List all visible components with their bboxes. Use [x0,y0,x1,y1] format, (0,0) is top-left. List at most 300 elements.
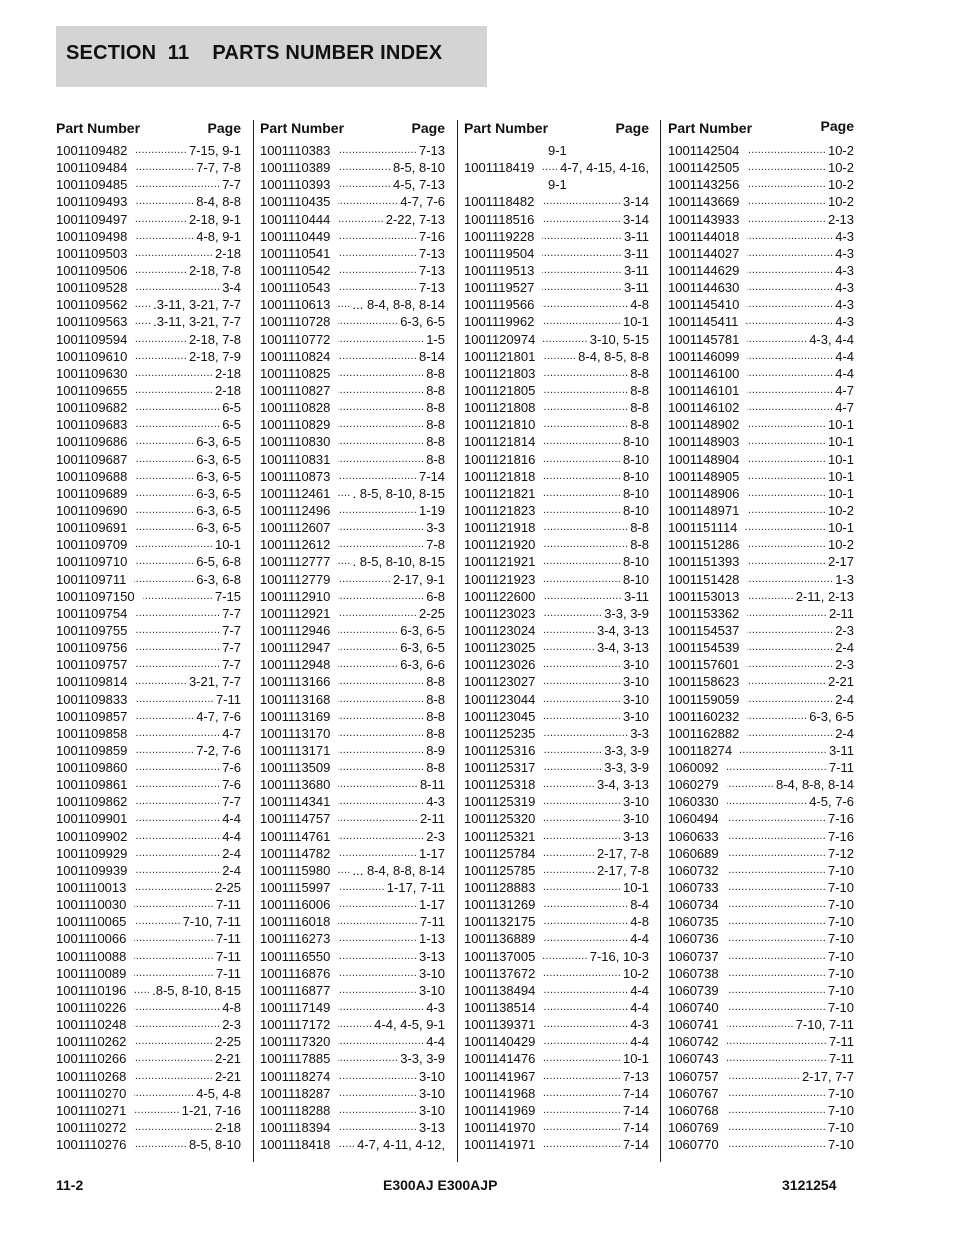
part-number: 1060739 [668,982,719,998]
part-number: 1001109528 [56,280,128,296]
page-reference: 7-7 [222,177,241,193]
index-entry [668,536,854,553]
part-number: 1001114341 [260,794,331,810]
part-number: 1001109709 [56,537,128,553]
dot-leader [135,793,220,810]
part-number: 1001141969 [464,1102,536,1118]
part-number: 1001123045 [464,708,536,724]
page-reference: 3-3 [426,520,445,536]
index-entry [668,810,854,827]
page-reference: 3-10 [622,691,649,707]
page-reference: 3-10 [418,965,445,981]
index-entry [56,262,241,279]
part-number: 1001118288 [260,1102,331,1118]
dot-leader [747,331,807,348]
index-entry [464,656,649,673]
index-entry [56,331,241,348]
page-reference: 4-4, 4-5, 9-1 [374,1017,445,1033]
index-entry [56,896,241,913]
index-entry [56,879,241,896]
part-number: 1001117320 [260,1034,331,1050]
part-number: 1001146100 [668,365,740,381]
index-entry [668,656,854,673]
page-reference: 3-13 [418,1120,445,1136]
index-entry [464,1136,649,1153]
dot-leader [135,193,194,210]
part-number: 1001110389 [260,160,331,176]
index-entry [464,1119,649,1136]
page-reference: 1-3 [835,571,854,587]
part-number: 1001128883 [464,880,536,896]
part-number: 1001112921 [260,605,331,621]
index-entry [464,828,649,845]
part-number: 1001109686 [56,434,128,450]
dot-leader [727,896,826,913]
page-reference: 4-4 [630,931,649,947]
page-reference: 3-3 [630,725,649,741]
dot-leader [134,999,220,1016]
page-reference: ... 8-4, 8-8, 8-14 [352,862,445,878]
part-number: 1001114782 [260,845,331,861]
index-entry [260,399,445,416]
index-entry [464,1068,649,1085]
part-number: 1060741 [668,1017,719,1033]
dot-leader [747,571,833,588]
page-reference: 1-5 [426,331,445,347]
part-number: 1001115980 [260,862,331,878]
part-number: 1060769 [668,1120,719,1136]
dot-leader [747,193,826,210]
part-number: 1001110268 [56,1068,127,1084]
part-number: 1001141970 [464,1120,536,1136]
index-entry [668,382,854,399]
part-number: 1001125317 [464,760,536,776]
part-number-header: Part Number [668,120,753,136]
index-entry [464,519,649,536]
page-reference: 4-3 [835,245,854,261]
dot-leader [338,176,391,193]
part-number: 1001109756 [56,640,128,656]
dot-leader [543,913,628,930]
index-entry [668,930,854,947]
part-number: 1001110824 [260,348,331,364]
dot-leader [543,793,621,810]
page-reference: 3-4, 3-13 [596,640,649,656]
index-entry [56,930,241,947]
dot-leader [542,313,621,330]
index-entry [464,810,649,827]
dot-leader [338,365,424,382]
dot-leader [134,896,214,913]
dot-leader [135,691,214,708]
index-entry [668,1068,854,1085]
page-reference: 2-25 [418,605,445,621]
part-number: 1001142504 [668,143,740,158]
part-number: 1001148903 [668,434,740,450]
page-reference: 3-11 [623,280,649,296]
dot-leader [727,845,826,862]
part-number: 1001123024 [464,622,536,638]
page-reference: 4-3 [835,228,854,244]
index-entry [56,862,241,879]
part-number: 1001113171 [260,742,331,758]
dot-leader [338,639,398,656]
index-entry [668,1136,854,1153]
dot-leader [727,776,774,793]
dot-leader [338,313,398,330]
dot-leader [338,571,391,588]
dot-leader [135,416,220,433]
index-entry [260,331,445,348]
page-reference: 4-7, 7-6 [196,708,241,724]
page-reference: 7-16, 10-3 [589,948,649,964]
part-number: 1001148971 [668,502,740,518]
dot-leader [747,245,833,262]
index-entry [56,176,241,193]
dot-leader [543,1033,628,1050]
part-number: 1001113170 [260,725,331,741]
index-entry [56,691,241,708]
page-reference: 8-14 [418,348,445,364]
part-number: 1001121814 [464,434,536,450]
dot-leader [338,999,424,1016]
dot-leader [727,982,826,999]
dot-leader [134,1119,213,1136]
part-number: 1001109503 [56,245,128,261]
page-reference: 2-21 [827,674,854,690]
dot-leader [338,468,417,485]
index-entry [464,279,649,296]
index-entry [668,1085,854,1102]
index-entry [260,913,445,930]
page-reference: 2-17, 7-8 [596,845,649,861]
index-rows [56,142,241,1153]
index-entry [668,142,854,159]
part-number: 1001109485 [56,177,128,193]
page-reference: 4-3 [426,794,445,810]
dot-leader [135,725,220,742]
page-reference: 7-16 [418,228,445,244]
dot-leader [135,176,220,193]
page-reference: 8-8 [426,400,445,416]
page-reference: 10-1 [622,880,649,896]
dot-leader [542,279,622,296]
index-entry [56,810,241,827]
index-entry [56,348,241,365]
index-entry [260,193,445,210]
index-entry [668,348,854,365]
page-reference: 3-11 [623,228,649,244]
part-number: 1001157601 [668,657,740,673]
page-reference: 6-3, 6-5 [196,434,241,450]
part-number: 1001118419 [464,160,535,176]
part-number: 1060740 [668,1000,719,1016]
part-number: 1001119513 [464,262,535,278]
index-entry [668,605,854,622]
part-number: 1001110065 [56,914,127,930]
part-number: 1001123023 [464,605,536,621]
part-number: 1001112607 [260,520,331,536]
dot-leader [338,228,417,245]
part-number: 1001151114 [668,520,738,536]
index-entry [464,896,649,913]
dot-leader [747,605,827,622]
index-entry [464,245,649,262]
index-entry [56,142,241,159]
dot-leader [543,519,628,536]
page-reference: 7-10 [827,931,854,947]
page-reference: 4-4 [630,1034,649,1050]
part-number: 1001159059 [668,691,740,707]
part-number: 1001141476 [464,1051,536,1067]
dot-leader [747,176,826,193]
index-entry [464,793,649,810]
index-entry [56,759,241,776]
part-number: 1001160232 [668,708,740,724]
dot-leader [338,982,417,999]
index-entry [668,862,854,879]
page-reference: 4-3 [630,1017,649,1033]
index-entry [464,691,649,708]
dot-leader [338,965,417,982]
dot-leader [740,742,827,759]
index-entry [56,588,241,605]
page-reference: 2-11 [828,605,854,621]
dot-leader [338,1119,417,1136]
page-reference: 10-2 [827,537,854,553]
dot-leader [747,399,833,416]
page-reference: 3-4, 3-13 [596,777,649,793]
dot-leader [542,228,622,245]
page-reference: 10-1 [827,468,854,484]
page-reference: 6-3, 6-5 [400,640,445,656]
dot-leader [135,553,194,570]
index-entry [260,948,445,965]
dot-leader [543,759,602,776]
part-number: 1001148902 [668,417,740,433]
dot-leader [135,845,220,862]
dot-leader [135,451,194,468]
page-reference: 3-21, 7-7 [188,674,241,690]
index-entry [56,828,241,845]
index-entry [56,793,241,810]
index-entry [56,1085,241,1102]
page-reference: 4-4 [222,811,241,827]
page-reference: 8-5, 8-10 [188,1137,241,1153]
part-number: 1001110196 [56,982,127,998]
index-entry [260,605,445,622]
dot-leader [135,536,213,553]
part-number: 1001110393 [260,177,331,193]
part-number-header: Part Number [56,120,141,136]
index-entry [260,296,445,313]
index-entry [668,1119,854,1136]
index-entry [260,673,445,690]
page-reference: 10-2 [622,965,649,981]
index-entry [668,673,854,690]
part-number: 1001117149 [260,1000,331,1016]
part-number: 1001145781 [668,331,740,347]
part-number: 1001125319 [464,794,536,810]
dot-leader [135,502,194,519]
index-column-4 [668,118,854,1153]
page-reference: 3-4, 3-13 [596,622,649,638]
dot-leader [543,948,587,965]
part-number: 1001116273 [260,931,331,947]
dot-leader [543,485,621,502]
page-reference: 4-4 [630,1000,649,1016]
page-reference: 10-1 [827,434,854,450]
dot-leader [135,142,187,159]
index-entry [260,639,445,656]
page-reference: 6-5 [222,400,241,416]
page-reference: 7-14 [622,1120,649,1136]
index-entry [56,279,241,296]
page-reference: 6-5, 6-8 [196,554,241,570]
part-number: 1001121920 [464,537,536,553]
dot-leader [134,982,150,999]
dot-leader [747,211,826,228]
page-reference: 3-10 [418,982,445,998]
page-reference: 10-1 [622,314,649,330]
index-entry [260,211,445,228]
index-entry [56,365,241,382]
part-number: 1060633 [668,828,719,844]
part-number: 1001110444 [260,211,331,227]
dot-leader [747,553,826,570]
page-reference: 10-1 [827,417,854,433]
page-reference: 8-8 [630,417,649,433]
page-reference: 7-14 [622,1137,649,1153]
page-reference: 7-16 [827,828,854,844]
page-reference: 6-3, 6-5 [400,622,445,638]
index-entry [668,691,854,708]
dot-leader [338,656,398,673]
page-reference: 7-6 [222,777,241,793]
index-entry [56,451,241,468]
index-entry [260,485,445,502]
part-number: 1001125784 [464,845,536,861]
dot-leader [747,656,833,673]
dot-leader [543,845,595,862]
dot-leader [727,1085,826,1102]
part-number: 1001109710 [56,554,128,570]
page-reference: 8-5, 8-10 [392,160,445,176]
page-reference: 7-10 [827,862,854,878]
page-reference: 3-3, 3-9 [400,1051,445,1067]
part-number: 1001109711 [56,571,127,587]
page-reference: 7-11 [828,1034,854,1050]
page-reference: 8-10 [622,434,649,450]
part-number: 1001121821 [464,485,536,501]
part-number: 1001109484 [56,160,128,176]
index-entry [464,468,649,485]
index-rows [668,142,854,1153]
part-number: 1060494 [668,811,719,827]
index-entry [260,159,445,176]
part-number: 1001121816 [464,451,536,467]
part-number: 1001109929 [56,845,128,861]
part-number: 1001116876 [260,965,331,981]
index-entry [56,1102,241,1119]
part-number: 1001110829 [260,417,331,433]
part-number: 1001123044 [464,691,536,707]
dot-leader [134,913,180,930]
dot-leader [135,279,220,296]
index-entry [56,382,241,399]
index-entry [464,862,649,879]
part-number: 1060092 [668,760,719,776]
page-reference: 3-13 [622,828,649,844]
index-entry [668,451,854,468]
dot-leader [543,656,621,673]
dot-leader [338,416,424,433]
index-entry [260,1068,445,1085]
page-reference: 7-13 [622,1068,649,1084]
dot-leader [134,571,194,588]
page-reference: 7-13 [418,262,445,278]
page-header: Page [207,120,241,136]
dot-leader [338,793,424,810]
index-entry [56,211,241,228]
dot-leader [135,519,194,536]
index-entry [260,262,445,279]
part-number: 1001109562 [56,297,128,313]
page-reference: 6-3, 6-5 [196,485,241,501]
index-entry [56,622,241,639]
dot-leader [338,502,417,519]
part-number: 1001109860 [56,760,128,776]
index-entry [668,176,854,193]
index-entry [56,433,241,450]
part-number: 1001112461 [260,485,331,501]
index-entry [668,193,854,210]
part-number: 1001110828 [260,400,331,416]
index-entry [668,588,854,605]
page-reference: 3-3, 3-9 [604,760,649,776]
dot-leader [134,1016,220,1033]
part-number: 1001110435 [260,194,331,210]
dot-leader [338,553,350,570]
page-reference: 7-8 [426,537,445,553]
part-number: 1060757 [668,1068,719,1084]
part-number: 1001141968 [464,1085,536,1101]
dot-leader [727,913,826,930]
index-entry [56,228,241,245]
dot-leader [338,451,424,468]
dot-leader [338,348,417,365]
dot-leader [134,965,214,982]
page-reference: 7-10 [827,1085,854,1101]
page-reference: 7-6 [222,760,241,776]
part-number: 1001125318 [464,777,536,793]
part-number: 1001110541 [260,245,331,261]
index-entry [260,691,445,708]
part-number: 1001122600 [464,588,536,604]
page-reference: 2-4 [835,691,854,707]
index-rows [260,142,445,1153]
dot-leader [135,742,194,759]
dot-leader [338,142,417,159]
index-entry [464,451,649,468]
dot-leader [543,639,595,656]
part-number: 1001113168 [260,691,331,707]
page-reference: 7-10 [827,982,854,998]
part-number: 1060770 [668,1137,719,1153]
index-entry [668,211,854,228]
page-reference: 7-10 [827,965,854,981]
index-entry [260,793,445,810]
